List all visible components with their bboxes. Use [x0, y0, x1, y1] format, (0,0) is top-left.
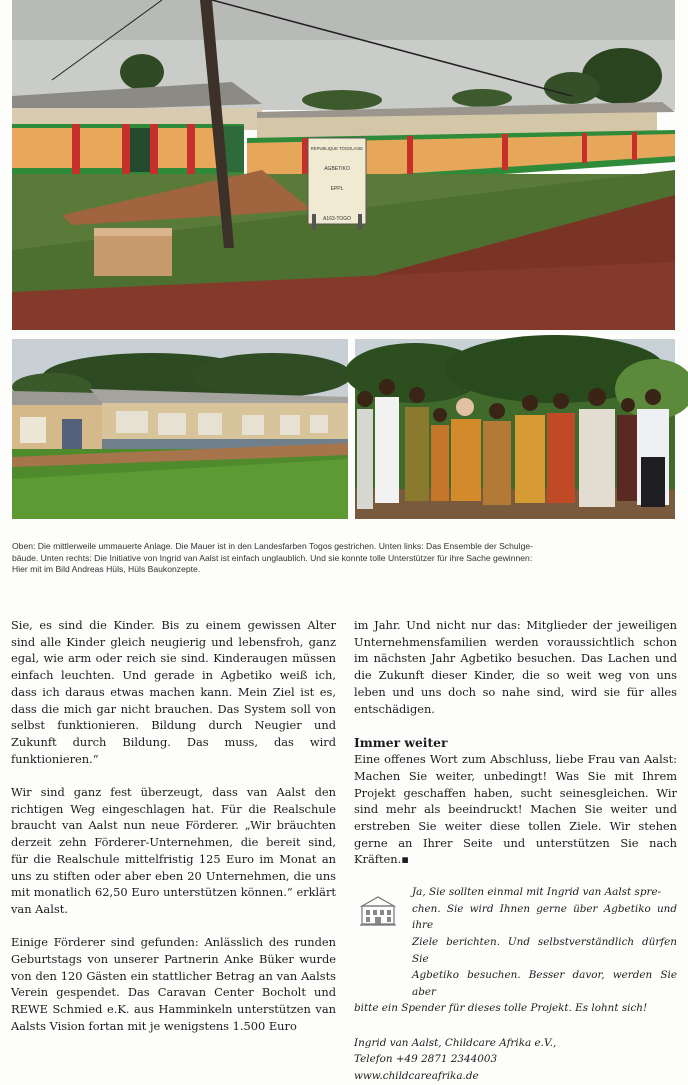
box-line-2: chen. Sie wird Ihnen gerne über Agbetiko und ihre: [412, 902, 677, 932]
paragraph: Eine offenes Wort zum Abschluss, liebe Frau van Aalst: Machen Sie weiter, unbedingt! Was Sie mit Ihrem Projekt geschaffen haben, sucht seinesgleichen. Wir sind mehr als beeindruckt! Machen Sie weiter und erstreben Sie weiter diese tollen Ziele. Wir stehen gerne an Ihrer Seite und unterstützen Sie nach Kräften.▪: [354, 752, 677, 867]
box-line-4: Agbetiko besuchen. Besser davor, werden Sie aber: [412, 969, 677, 998]
sign-line-2: AGBETIKO: [324, 166, 350, 172]
paragraph: Einige Förderer sind gefunden: Anlässlich des runden Geburtstags von unserer Partnerin Anke Büker wurde von den 120 Gästen ein stattlicher Betrag an van Aalsts Verein gespendet. Das Caravan Center Bocholt und REWE Schmied e.K. aus Hamminkeln unterstützen van Aalsts Vision fortan mit je wenigstens 1.500 Euro: [11, 935, 336, 1033]
photo-caption: [12, 541, 675, 576]
photo-group-supporters: [355, 339, 675, 519]
article-column-right: [354, 617, 677, 1085]
sign-line-1: REPUBLIQUE TOGOLAISE: [310, 146, 364, 151]
article-column-left: [11, 617, 336, 1035]
caption-line-2: bäude. Unten rechts: Die Initiative von Ingrid van Aalst ist einfach unglaublich. Und sie konnte tolle Unterstützer für ihre Sache gewinnen:: [12, 552, 533, 563]
box-line-1: Ja, Sie sollten einmal mit Ingrid van Aalst spre-: [412, 886, 662, 899]
sign-line-3: EPPL: [330, 186, 344, 192]
contact-box: [354, 884, 677, 1017]
caption-line-1: Oben: Die mittlerweile ummauerte Anlage. Die Mauer ist in den Landesfarben Togos gestrichen. Unten links: Das Ensemble der Schulge-: [12, 541, 533, 551]
contact-info: [354, 1035, 677, 1085]
paragraph: im Jahr. Und nicht nur das: Mitglieder der jeweiligen Unternehmensfamilien werden voraussichtlich schon im nächsten Jahr Agbetiko besuchen. Das Lachen und die Zukunft dieser Kinder, die so weit weg von uns leben und uns doch so nahe sind, wird sie für alles entschädigen.: [354, 618, 677, 716]
school-building-icon: [358, 894, 398, 928]
photo-school-buildings: [12, 339, 348, 519]
contact-phone: Telefon +49 2871 2344003: [354, 1053, 498, 1066]
box-line-5: bitte ein Spender für dieses tolle Projekt. Es lohnt sich!: [354, 1002, 648, 1015]
caption-line-3: Hier mit im Bild Andreas Hüls, Hüls Baukonzepte.: [12, 564, 201, 574]
sign-line-4: A163-TOGO: [323, 216, 351, 222]
section-heading: Immer weiter: [354, 735, 448, 751]
photo-school-compound: [12, 0, 675, 330]
contact-website: www.childcareafrika.de: [354, 1070, 479, 1083]
contact-name: Ingrid van Aalst, Childcare Afrika e.V.,: [354, 1036, 557, 1049]
paragraph: Sie, es sind die Kinder. Bis zu einem gewissen Alter sind alle Kinder gleich neugierig und lebensfroh, ganz egal, wie arm oder reich sie sind. Kinderaugen müssen einfach leuchten. Und gerade in Agbetiko weiß ich, dass ich daraus etwas machen kann. Mein Ziel ist es, dass die mich gar nicht brauchen. Das System soll von selbst funktionieren. Bildung durch Neugier und Zukunft durch Bildung. Das muss, das wird funktionieren.“: [11, 618, 336, 766]
box-line-3: Ziele berichten. Und selbstverständlich dürfen Sie: [412, 935, 677, 965]
paragraph: Wir sind ganz fest überzeugt, dass van Aalst den richtigen Weg eingeschlagen hat. Für die Realschule braucht van Aalst nun neue Förderer. „Wir bräuchten derzeit zehn Förderer-Unternehmen, die bereit sind, für die Realschule mittelfristig 125 Euro im Monat an uns zu stiften oder aber eben 20 Unternehmen, die uns mit monatlich 62,50 Euro unterstützen können.“ erklärt van Aalst.: [11, 785, 336, 916]
